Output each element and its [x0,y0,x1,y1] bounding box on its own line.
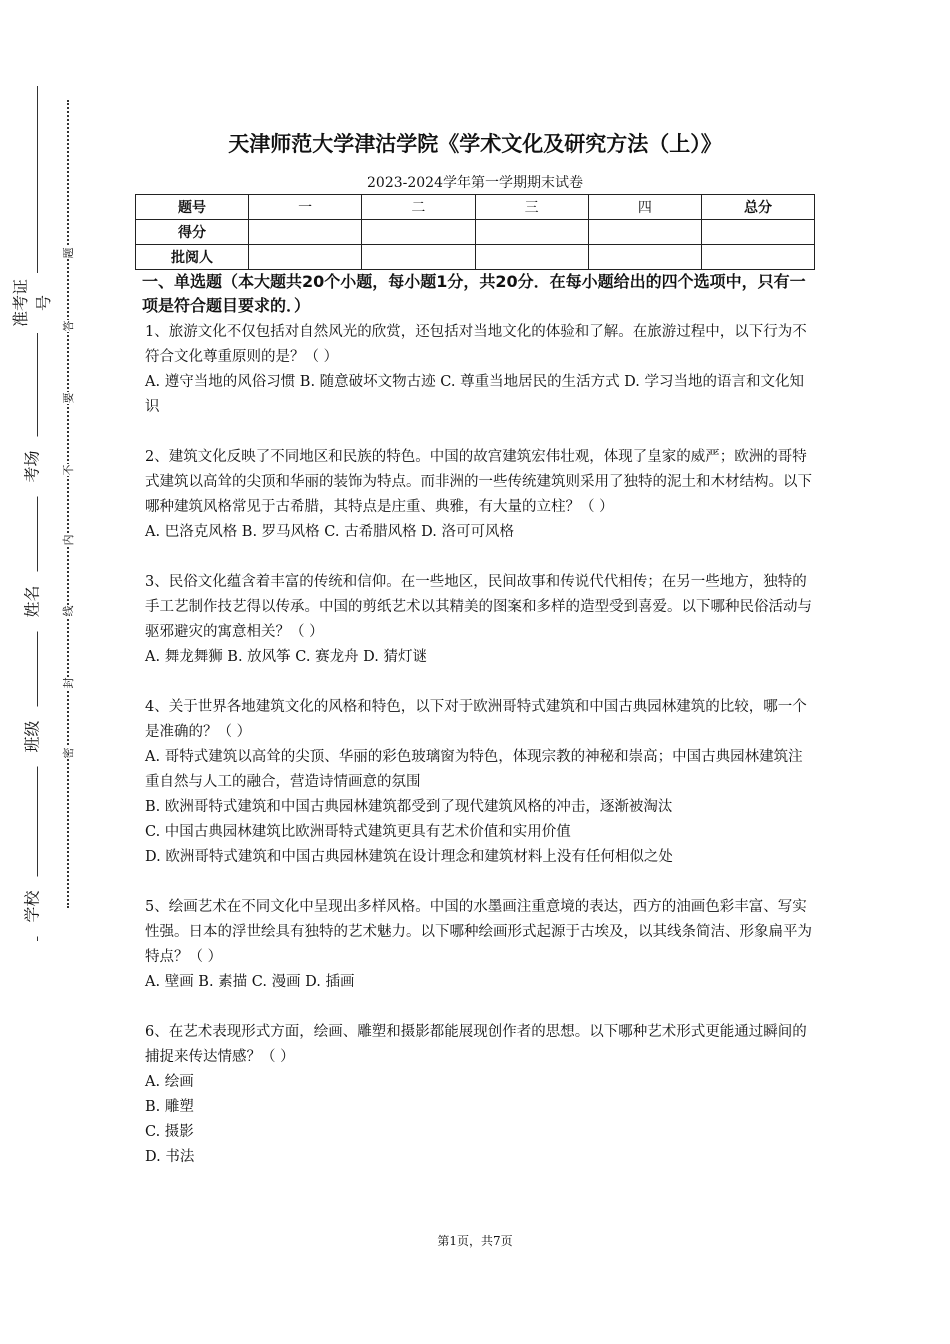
score-header-cell: 一 [249,195,362,220]
option-a: A. 绘画 [145,1074,194,1090]
question-stem: 1、旅游文化不仅包括对自然风光的欣赏，还包括对当地文化的体验和了解。在旅游过程中，以下行为不符合文化尊重原则的是？（ ） [145,324,807,365]
score-table-row [136,220,815,245]
question-stem: 2、建筑文化反映了不同地区和民族的特色。中国的故宫建筑宏伟壮观，体现了皇家的威严；欧洲的哥特式建筑以高耸的尖顶和华丽的装饰为特点。而非洲的一些传统建筑则采用了独特的泥土和木材结构。以下哪种建筑风格常见于古希腊，其特点是庄重、典雅，有大量的立柱？（ ） [145,449,812,515]
score-cell [475,245,588,270]
page-footer: 第1页，共7页 [437,1234,513,1248]
exam-subtitle: 2023-2024学年第一学期期末试卷 [367,175,583,191]
score-cell [702,220,815,245]
seal-char: 答 [62,320,75,332]
question-stem: 3、民俗文化蕴含着丰富的传统和信仰。在一些地区，民间故事和传说代代相传；在另一些地方，独特的手工艺制作技艺得以传承。中国的剪纸艺术以其精美的图案和多样的造型受到喜爱。以下哪种民俗活动与驱邪避灾的寓意相关？（ ） [145,574,812,640]
question-options: A. 巴洛克风格 B. 罗马风格 C. 古希腊风格 D. 洛可可风格 [145,524,515,540]
seal-char: 不 [62,464,75,476]
question-1 [145,320,815,420]
seal-char: 题 [62,247,75,259]
question-5 [145,895,815,995]
label-exam-number: 准考证号 [8,273,54,333]
question-options: A. 遵守当地的风俗习惯 B. 随意破坏文物古迹 C. 尊重当地居民的生活方式 D. 学习当地的语言和文化知识 [145,374,805,415]
score-header-cell: 四 [588,195,701,220]
score-cell [588,220,701,245]
score-cell [362,245,475,270]
score-row-label: 批阅人 [136,245,249,270]
option-d: D. 欧洲哥特式建筑和中国古典园林建筑在设计理念和建筑材料上没有任何相似之处 [145,849,673,865]
label-school: 学校 [20,877,43,937]
option-b: B. 雕塑 [145,1099,194,1115]
score-table-row [136,245,815,270]
section-heading: 一、单选题（本大题共20个小题，每小题1分，共20分．在每小题给出的四个选项中，只有一项是符合题目要求的．） [142,272,806,315]
binding-margin [0,0,110,1344]
question-options: A. 壁画 B. 素描 C. 漫画 D. 插画 [145,974,355,990]
seal-char: 内 [62,534,75,546]
exam-title: 天津师范大学津沽学院《学术文化及研究方法（上）》 [228,132,722,156]
seal-char: 要 [62,392,75,404]
seal-char: 封 [62,677,75,689]
score-table-header-row [136,195,815,220]
score-header-cell: 题号 [136,195,249,220]
score-header-cell: 总分 [702,195,815,220]
question-options: A. 舞龙舞狮 B. 放风筝 C. 赛龙舟 D. 猜灯谜 [145,649,428,665]
score-cell [249,245,362,270]
question-6 [145,1020,815,1170]
score-cell [475,220,588,245]
label-class: 班级 [20,707,43,767]
score-header-cell: 二 [362,195,475,220]
exam-content [142,270,815,1170]
seal-dotted-line [67,100,69,908]
seal-char: 密 [62,747,75,759]
seal-char: 线 [62,605,75,617]
option-a: A. 哥特式建筑以高耸的尖顶、华丽的彩色玻璃窗为特色，体现宗教的神秘和崇高；中国古典园林建筑注重自然与人工的融合，营造诗情画意的氛围 [145,749,803,790]
score-cell [249,220,362,245]
question-4 [145,695,815,870]
score-table [135,194,815,270]
score-row-label: 得分 [136,220,249,245]
score-cell [702,245,815,270]
score-cell [362,220,475,245]
question-stem: 5、绘画艺术在不同文化中呈现出多样风格。中国的水墨画注重意境的表达，西方的油画色彩丰富、写实性强。日本的浮世绘具有独特的艺术魅力。以下哪种绘画形式起源于古埃及，以其线条简洁、形象扁平为特点？（ ） [145,899,812,965]
option-d: D. 书法 [145,1149,195,1165]
label-name: 姓名 [20,572,43,632]
score-header-cell: 三 [475,195,588,220]
question-stem: 6、在艺术表现形式方面，绘画、雕塑和摄影都能展现创作者的思想。以下哪种艺术形式更能通过瞬间的捕捉来传达情感？（ ） [145,1024,807,1065]
score-cell [588,245,701,270]
question-stem: 4、关于世界各地建筑文化的风格和特色，以下对于欧洲哥特式建筑和中国古典园林建筑的比较，哪一个是准确的？（ ） [145,699,807,740]
question-2 [145,445,815,545]
label-exam-room: 考场 [20,437,43,497]
option-c: C. 中国古典园林建筑比欧洲哥特式建筑更具有艺术价值和实用价值 [145,824,571,840]
option-b: B. 欧洲哥特式建筑和中国古典园林建筑都受到了现代建筑风格的冲击，逐渐被淘汰 [145,799,673,815]
question-3 [145,570,815,670]
binding-line [37,86,38,941]
option-c: C. 摄影 [145,1124,194,1140]
